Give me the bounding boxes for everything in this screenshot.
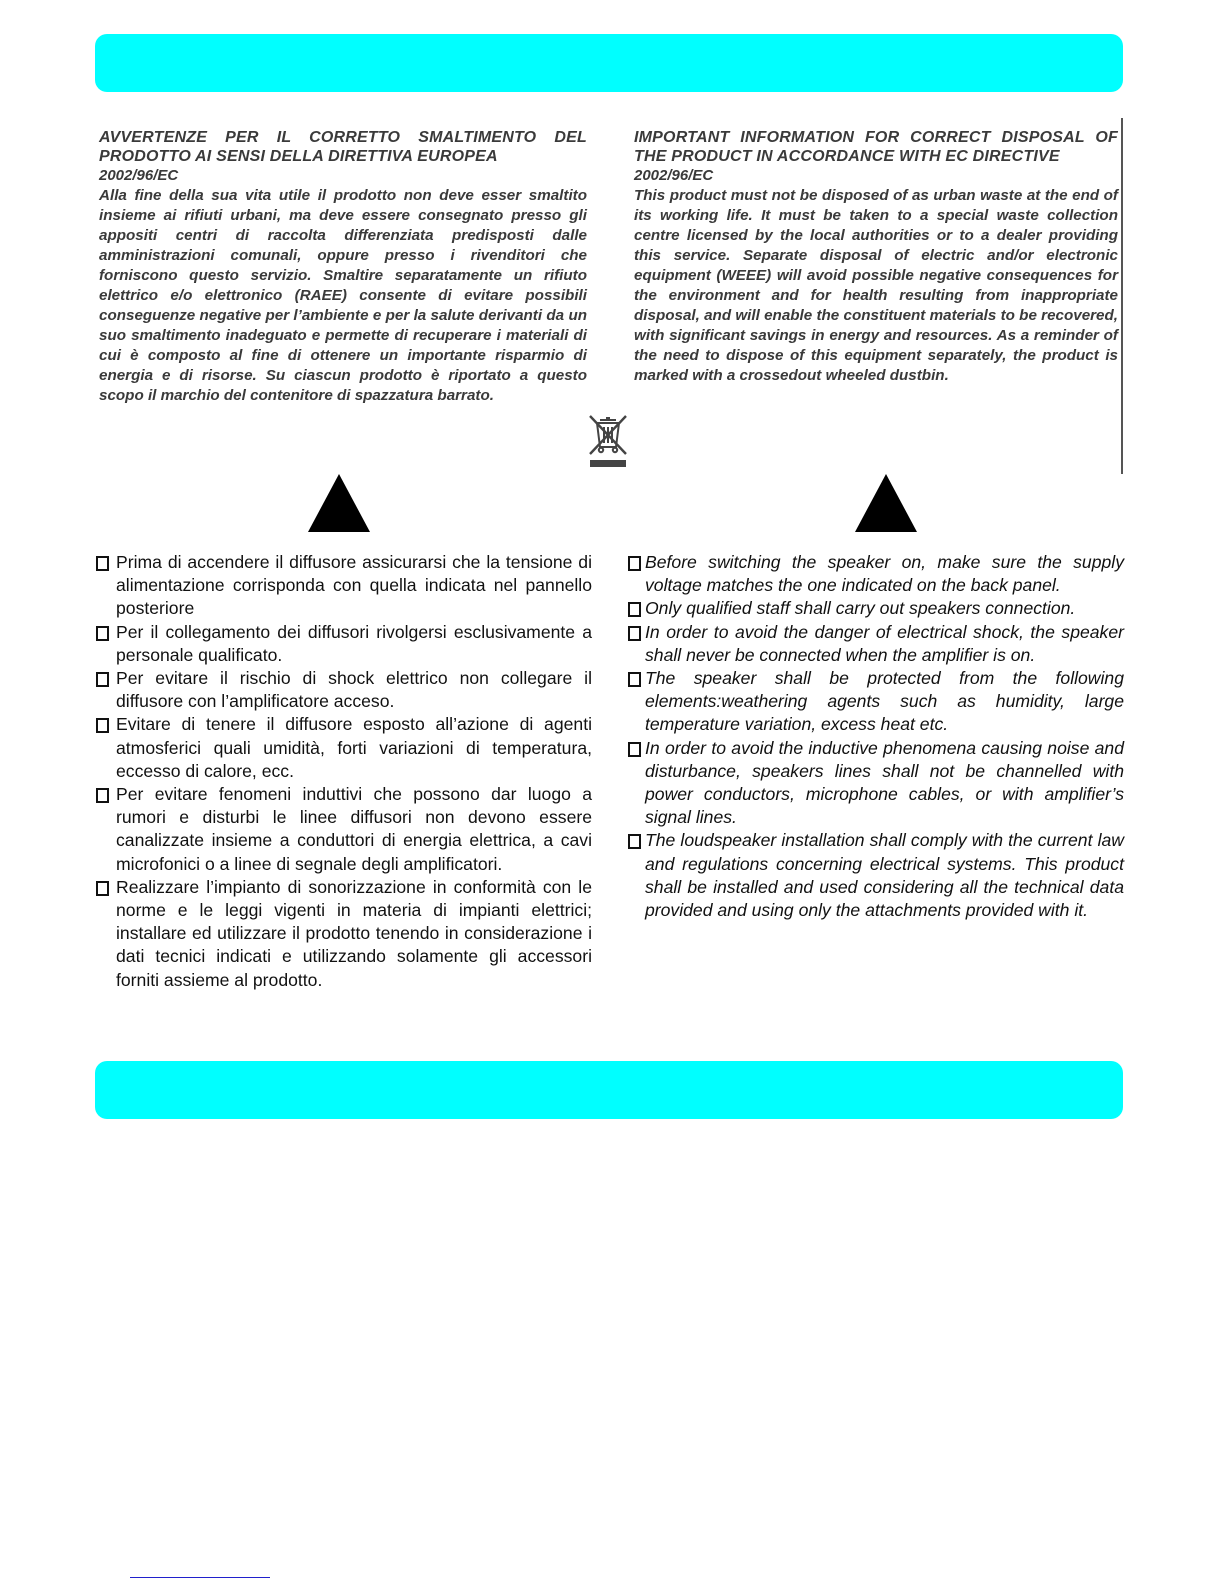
weee-notice-english — [634, 128, 1118, 386]
note-item: In order to avoid the danger of electrical shock, the speaker shall never be connected when the amplifier is on. — [627, 621, 1124, 667]
checkbox-bullet-icon — [628, 834, 641, 849]
warning-triangle-icon — [855, 474, 917, 532]
note-item: In order to avoid the inductive phenomena causing noise and disturbance, speakers lines shall not be channelled with power conductors, microphone cables, or with amplifier’s signal lines. — [627, 737, 1124, 830]
checkbox-bullet-icon — [628, 742, 641, 757]
scan-edge-line — [1121, 118, 1123, 474]
checkbox-bullet-icon — [96, 881, 109, 896]
checkbox-bullet-icon — [628, 556, 641, 571]
warning-triangle-icon — [308, 474, 370, 532]
note-item: Per il collegamento dei diffusori rivolgersi esclusivamente a personale qualificato. — [95, 621, 592, 667]
weee-body-it: Alla fine della sua vita utile il prodotto non deve esser smaltito insieme ai rifiuti urbani, ma deve essere consegnato presso gli appositi centri di raccolta differenziata predisposti dalle amministrazioni comunali, oppure presso i rivenditori che forniscono questo servizio. Smaltire separatamente un rifiuto elettrico e/o elettronico (RAEE) consente di evitare possibili conseguenze negative per l’ambiente e per la salute derivanti da un suo smaltimento inadeguato e permette di recuperare i materiali di cui è composto al fine di ottenere un importante risparmio di energia e di risorse. Su ciascun prodotto è riportato a questo scopo il marchio del contenitore di spazzatura barrato. — [99, 187, 587, 404]
weee-title-it: AVVERTENZE PER IL CORRETTO SMALTIMENTO DEL PRODOTTO AI SENSI DELLA DIRETTIVA EUROPEA — [99, 129, 587, 165]
checkbox-bullet-icon — [96, 626, 109, 641]
checkbox-bullet-icon — [96, 672, 109, 687]
weee-directive-en: 2002/96/EC — [634, 167, 714, 184]
weee-body-en: This product must not be disposed of as urban waste at the end of its working life. It must be taken to a special waste collection centre licensed by the local authorities or to a dealer providing this service. Separate disposal of electric and/or electronic equipment (WEEE) will avoid possible negative consequences for the environment and for health resulting from inappropriate disposal, and will enable the constituent materials to be recovered, with significant savings in energy and resources. As a reminder of the need to dispose of this equipment separately, the product is marked with a crossedout wheeled dustbin. — [634, 187, 1118, 384]
weee-title-en: IMPORTANT INFORMATION FOR CORRECT DISPOSAL OF THE PRODUCT IN ACCORDANCE WITH EC DIRECTIVE — [634, 129, 1118, 165]
note-item: Before switching the speaker on, make sure the supply voltage matches the one indicated on the back panel. — [627, 551, 1124, 597]
note-item: Prima di accendere il diffusore assicurarsi che la tensione di alimentazione corrisponda con quella indicata nel pannello posteriore — [95, 551, 592, 621]
checkbox-bullet-icon — [628, 672, 641, 687]
weee-notice-italian — [99, 128, 587, 406]
note-item: Realizzare l’impianto di sonorizzazione in conformità con le norme e le leggi vigenti in materia di impianti elettrici; installare ed utilizzare il prodotto tenendo in considerazione i dati tecnici indicati e utilizzando solamente gli accessori forniti assieme al prodotto. — [95, 876, 592, 992]
note-item: Evitare di tenere il diffusore esposto all’azione di agenti atmosferici quali umidità, forti variazioni di temperatura, eccesso di calore, ecc. — [95, 713, 592, 783]
checkbox-bullet-icon — [96, 556, 109, 571]
note-item: The loudspeaker installation shall comply with the current law and regulations concerning electrical systems. This product shall be installed and used considering all the technical data provided and using only the attachments provided with it. — [627, 829, 1124, 922]
footer-bar — [95, 1061, 1123, 1119]
note-item: The speaker shall be protected from the following elements:weathering agents such as humidity, large temperature variation, excess heat etc. — [627, 667, 1124, 737]
note-item: Only qualified staff shall carry out speakers connection. — [627, 597, 1124, 620]
safety-notes-italian — [95, 551, 592, 992]
checkbox-bullet-icon — [628, 602, 641, 617]
footer-rule — [130, 1577, 270, 1578]
checkbox-bullet-icon — [628, 626, 641, 641]
weee-directive-it: 2002/96/EC — [99, 167, 179, 184]
crossed-out-wheeled-bin-icon — [584, 410, 632, 472]
safety-notes-english — [627, 551, 1124, 922]
header-bar — [95, 34, 1123, 92]
note-item: Per evitare fenomeni induttivi che possono dar luogo a rumori e disturbi le linee diffusori non devono essere canalizzate insieme a conduttori di energia elettrica, a cavi microfonici o a linee di segnale degli amplificatori. — [95, 783, 592, 876]
checkbox-bullet-icon — [96, 788, 109, 803]
checkbox-bullet-icon — [96, 718, 109, 733]
note-item: Per evitare il rischio di shock elettrico non collegare il diffusore con l’amplificatore acceso. — [95, 667, 592, 713]
